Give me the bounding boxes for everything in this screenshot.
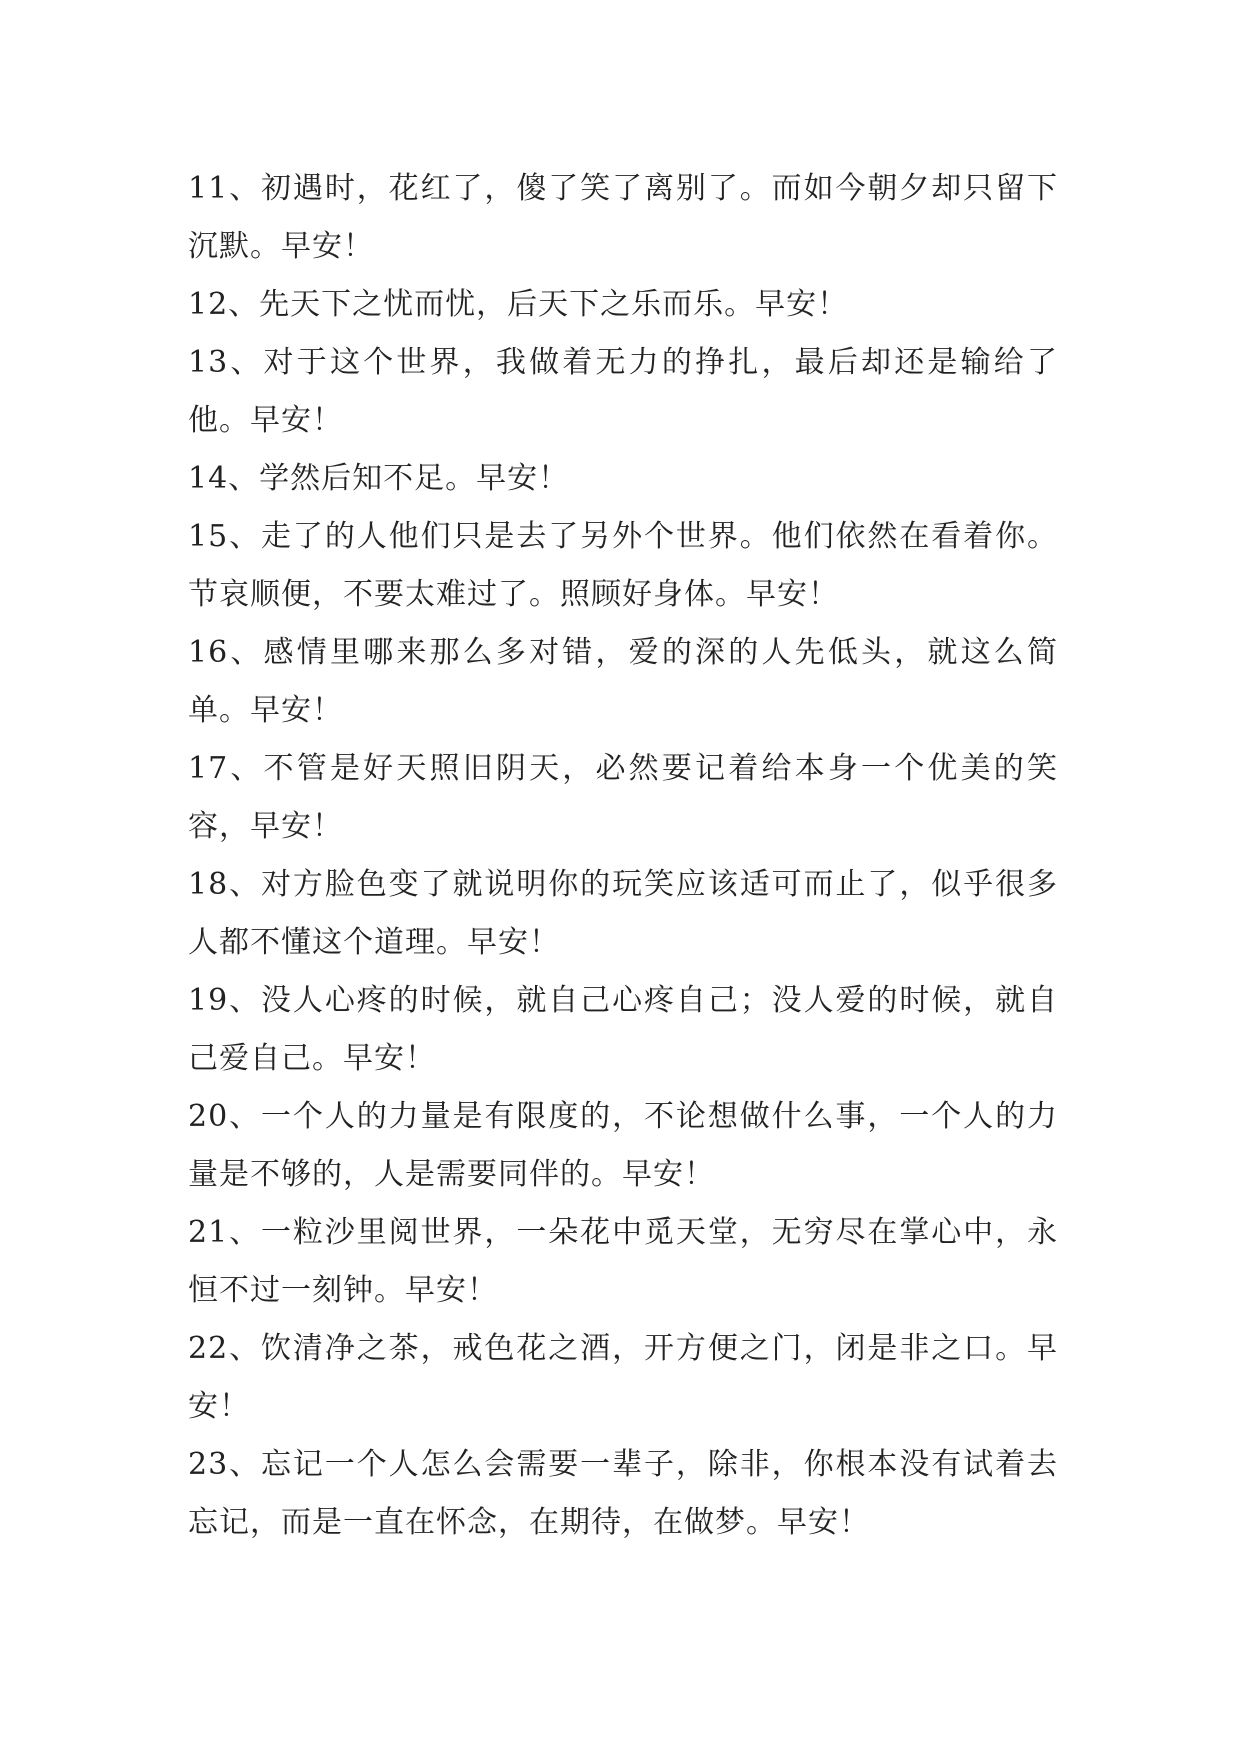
list-item: 21、一粒沙里阅世界，一朵花中觅天堂，无穷尽在掌心中，永恒不过一刻钟。早安！	[188, 1215, 1058, 1308]
list-item: 12、先天下之忧而忧，后天下之乐而乐。早安！	[188, 287, 849, 322]
list-item: 16、感情里哪来那么多对错，爱的深的人先低头，就这么简单。早安！	[188, 635, 1058, 728]
list-item: 20、一个人的力量是有限度的，不论想做什么事，一个人的力量是不够的，人是需要同伴的。早安！	[188, 1099, 1058, 1192]
list-item: 15、走了的人他们只是去了另外个世界。他们依然在看着你。节哀顺便，不要太难过了。照顾好身体。早安！	[188, 519, 1058, 612]
list-item: 23、忘记一个人怎么会需要一辈子，除非，你根本没有试着去忘记，而是一直在怀念，在期待，在做梦。早安！	[188, 1447, 1058, 1540]
list-item: 13、对于这个世界，我做着无力的挣扎，最后却还是输给了他。早安！	[188, 345, 1058, 438]
list-item: 22、饮清净之茶，戒色花之酒，开方便之门，闭是非之口。早安！	[188, 1331, 1058, 1424]
list-item: 14、学然后知不足。早安！	[188, 461, 570, 496]
document-body	[188, 160, 1058, 1552]
list-item: 11、初遇时，花红了，傻了笑了离别了。而如今朝夕却只留下沉默。早安！	[188, 171, 1058, 264]
list-item: 17、不管是好天照旧阴天，必然要记着给本身一个优美的笑容，早安！	[188, 751, 1058, 844]
list-item: 19、没人心疼的时候，就自己心疼自己；没人爱的时候，就自己爱自己。早安！	[188, 983, 1058, 1076]
list-item: 18、对方脸色变了就说明你的玩笑应该适可而止了，似乎很多人都不懂这个道理。早安！	[188, 867, 1058, 960]
